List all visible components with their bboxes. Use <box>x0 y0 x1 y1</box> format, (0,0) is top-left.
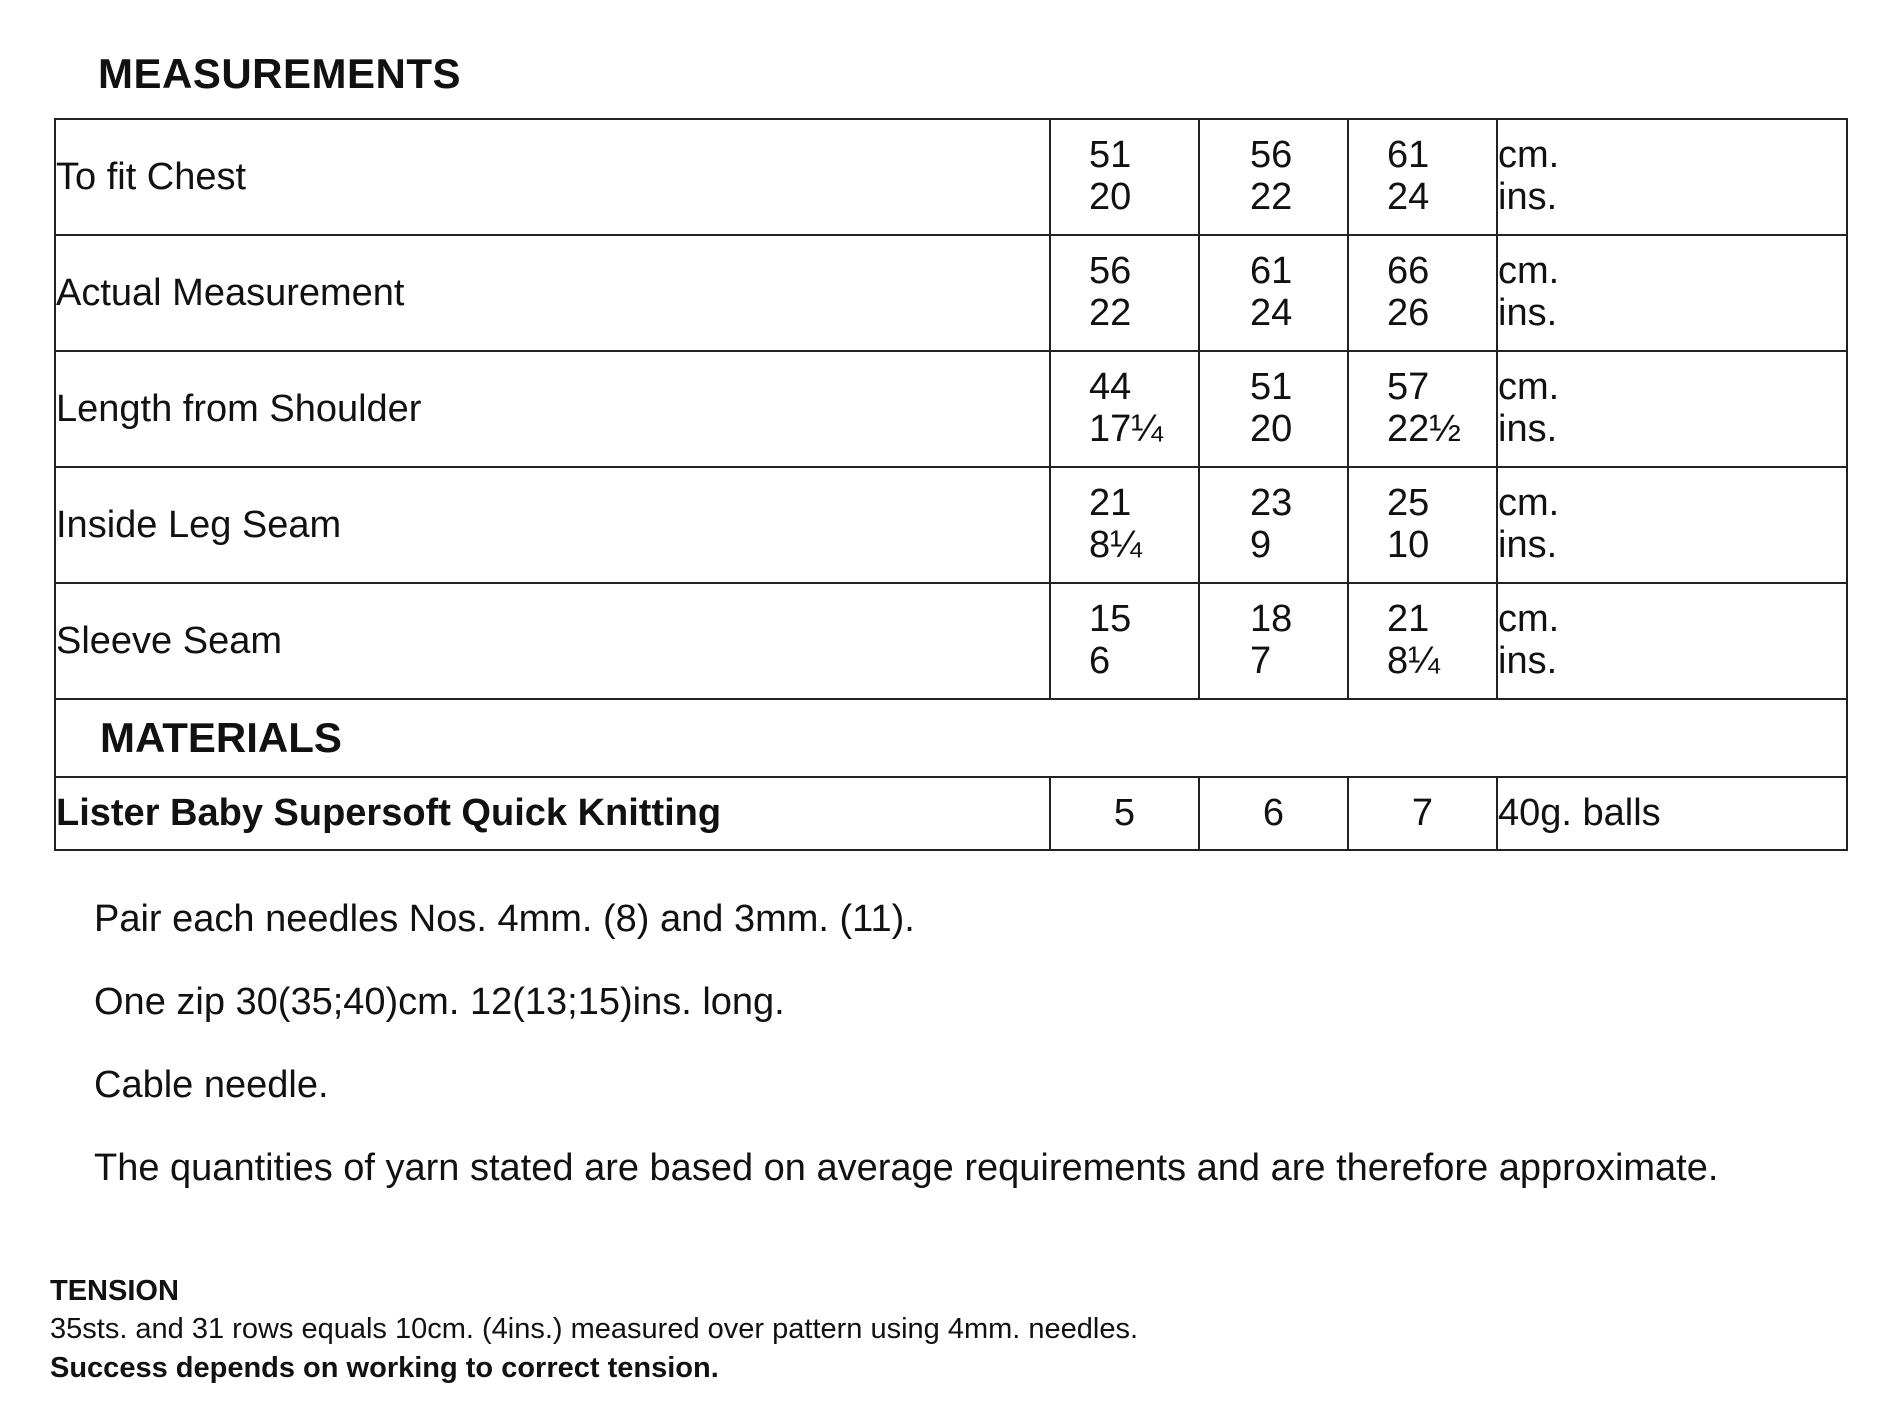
unit-ins: ins. <box>1498 524 1558 566</box>
size-3-cell <box>1348 351 1497 467</box>
ins-value: 24 <box>1387 176 1430 218</box>
needles-note: Pair each needles Nos. 4mm. (8) and 3mm. (11). <box>94 898 915 940</box>
ins-value: 7 <box>1250 640 1272 682</box>
ins-value: 20 <box>1250 408 1293 450</box>
size-2-cell <box>1199 351 1348 467</box>
ins-value: 26 <box>1387 292 1430 334</box>
unit-cm: cm. <box>1498 366 1560 409</box>
tension-text: 35sts. and 31 rows equals 10cm. (4ins.) measured over pattern using 4mm. needles. <box>50 1313 1139 1346</box>
cm-value: 61 <box>1387 134 1430 177</box>
cm-value: 44 <box>1089 366 1132 409</box>
cm-value: 56 <box>1250 134 1293 177</box>
yarn-quantity-size-2: 6 <box>1199 777 1348 850</box>
cm-value: 56 <box>1089 250 1132 293</box>
size-1-cell <box>1050 467 1199 583</box>
materials-heading: MATERIALS <box>55 699 1847 777</box>
size-1-cell <box>1050 351 1199 467</box>
cm-value: 15 <box>1089 598 1132 641</box>
ins-value: 10 <box>1387 524 1430 566</box>
ins-value: 20 <box>1089 176 1132 218</box>
cable-needle-note: Cable needle. <box>94 1064 329 1106</box>
ins-value: 6 <box>1089 640 1111 682</box>
ins-value: 17¼ <box>1089 408 1163 450</box>
row-label: To fit Chest <box>55 119 1050 235</box>
materials-heading-row <box>55 699 1847 777</box>
size-1-cell <box>1050 119 1199 235</box>
ins-value: 8¼ <box>1089 524 1142 566</box>
size-2-cell <box>1199 583 1348 699</box>
table-row <box>55 235 1847 351</box>
tension-title: TENSION <box>50 1275 179 1307</box>
measurements-heading: MEASUREMENTS <box>98 50 462 97</box>
cm-value: 25 <box>1387 482 1430 525</box>
cm-value: 18 <box>1250 598 1293 641</box>
size-3-cell <box>1348 119 1497 235</box>
unit-cell <box>1497 119 1847 235</box>
cm-value: 57 <box>1387 366 1430 409</box>
size-1-cell <box>1050 235 1199 351</box>
row-label: Length from Shoulder <box>55 351 1050 467</box>
tension-note: Success depends on working to correct tension. <box>50 1351 719 1384</box>
measurements-table <box>54 118 1848 851</box>
unit-ins: ins. <box>1498 408 1558 450</box>
unit-ins: ins. <box>1498 640 1558 682</box>
unit-cm: cm. <box>1498 250 1560 293</box>
ins-value: 22 <box>1250 176 1293 218</box>
tension-section <box>50 1272 1138 1387</box>
unit-cm: cm. <box>1498 598 1560 641</box>
size-3-cell <box>1348 583 1497 699</box>
size-2-cell <box>1199 119 1348 235</box>
cm-value: 51 <box>1250 366 1293 409</box>
yarn-quantity-size-1: 5 <box>1050 777 1199 850</box>
cm-value: 21 <box>1089 482 1132 525</box>
yarn-row <box>55 777 1847 850</box>
ins-value: 24 <box>1250 292 1293 334</box>
row-label: Actual Measurement <box>55 235 1050 351</box>
yarn-unit: 40g. balls <box>1497 777 1847 850</box>
quantities-note: The quantities of yarn stated are based on average requirements and are therefore approximate. <box>94 1147 1719 1189</box>
zip-note: One zip 30(35;40)cm. 12(13;15)ins. long. <box>94 981 785 1023</box>
table-row <box>55 351 1847 467</box>
unit-cell <box>1497 583 1847 699</box>
cm-value: 61 <box>1250 250 1293 293</box>
unit-ins: ins. <box>1498 292 1558 334</box>
size-3-cell <box>1348 467 1497 583</box>
size-2-cell <box>1199 235 1348 351</box>
yarn-label: Lister Baby Supersoft Quick Knitting <box>55 777 1050 850</box>
cm-value: 21 <box>1387 598 1430 641</box>
row-label: Inside Leg Seam <box>55 467 1050 583</box>
size-3-cell <box>1348 235 1497 351</box>
ins-value: 8¼ <box>1387 640 1440 682</box>
cm-value: 51 <box>1089 134 1132 177</box>
size-2-cell <box>1199 467 1348 583</box>
yarn-quantity-size-3: 7 <box>1348 777 1497 850</box>
unit-cm: cm. <box>1498 134 1560 177</box>
unit-ins: ins. <box>1498 176 1558 218</box>
unit-cell <box>1497 351 1847 467</box>
cm-value: 23 <box>1250 482 1293 525</box>
unit-cm: cm. <box>1498 482 1560 525</box>
ins-value: 22½ <box>1387 408 1461 450</box>
table-row <box>55 119 1847 235</box>
size-1-cell <box>1050 583 1199 699</box>
row-label: Sleeve Seam <box>55 583 1050 699</box>
table-row <box>55 583 1847 699</box>
cm-value: 66 <box>1387 250 1430 293</box>
unit-cell <box>1497 467 1847 583</box>
table-row <box>55 467 1847 583</box>
ins-value: 22 <box>1089 292 1132 334</box>
unit-cell <box>1497 235 1847 351</box>
ins-value: 9 <box>1250 524 1272 566</box>
